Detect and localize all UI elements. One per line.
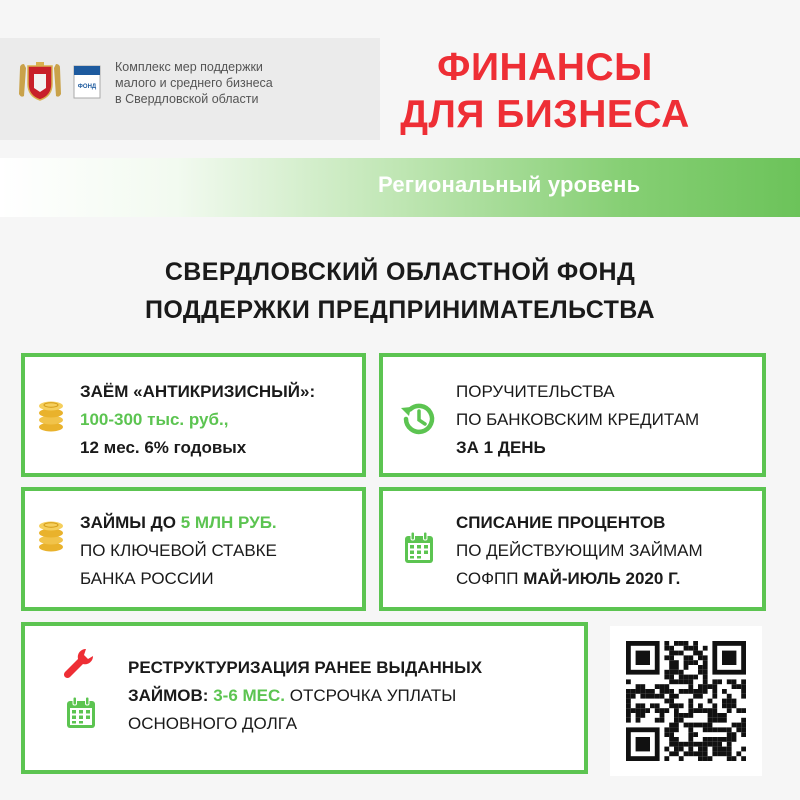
wrench-icon (62, 647, 96, 681)
fund-logo-icon (74, 66, 100, 98)
card-anticrisis-terms: 12 мес. 6% годовых (80, 438, 247, 457)
card-guarantee-title: ПОРУЧИТЕЛЬСТВА (456, 382, 615, 401)
level-label: Региональный уровень (378, 172, 641, 197)
fund-title: СВЕРДЛОВСКИЙ ОБЛАСТНОЙ ФОНД ПОДДЕРЖКИ ПРЕДПРИНИМАТЕЛЬСТВА (145, 258, 655, 324)
card-restructuring-months: 3-6 МЕС. (213, 686, 285, 705)
card-guarantee-term: ЗА 1 ДЕНЬ (456, 438, 546, 457)
card-guarantee (379, 353, 766, 477)
card-loans (21, 487, 366, 611)
card-loans-rate: ПО КЛЮЧЕВОЙ СТАВКЕ (80, 541, 277, 560)
qr-code-icon[interactable] (610, 626, 762, 776)
clock-history-icon (398, 399, 438, 439)
card-restructuring (21, 622, 588, 774)
org-description: Комплекс мер поддержки малого и среднего бизнеса в Свердловской области (115, 60, 273, 106)
fund-logo-text: ФОНД (77, 84, 97, 90)
card-restructuring-deferral: ОТСРОЧКА УПЛАТЫ (289, 686, 457, 705)
card-writeoff-period: МАЙ-ИЮЛЬ 2020 Г. (523, 569, 681, 588)
card-writeoff-subtitle: ПО ДЕЙСТВУЮЩИМ ЗАЙМАМ (456, 541, 703, 560)
card-restructuring-debt: ОСНОВНОГО ДОЛГА (128, 714, 298, 733)
qr-code-box[interactable] (610, 626, 762, 776)
logos (16, 62, 102, 102)
calendar-icon (403, 531, 435, 565)
page-title: ФИНАНСЫ ДЛЯ БИЗНЕСА (400, 46, 690, 136)
card-writeoff-org: СОФПП (456, 569, 519, 588)
card-loans-bank: БАНКА РОССИИ (80, 569, 214, 588)
card-anticrisis-title: ЗАЁМ «АНТИКРИЗИСНЫЙ»: (80, 382, 316, 401)
card-anticrisis-loan (21, 353, 366, 477)
coins-icon (37, 397, 65, 433)
card-writeoff-title: СПИСАНИЕ ПРОЦЕНТОВ (456, 513, 666, 532)
card-interest-writeoff (379, 487, 766, 611)
card-loans-title: ЗАЙМЫ ДО (80, 513, 177, 532)
card-restructuring-loans: ЗАЙМОВ: (128, 686, 209, 705)
card-loans-amount: 5 МЛН РУБ. (180, 513, 277, 532)
calendar-icon (65, 696, 97, 730)
coins-icon (37, 517, 65, 553)
card-restructuring-title: РЕСТРУКТУРИЗАЦИЯ РАНЕЕ ВЫДАННЫХ (128, 658, 483, 677)
coat-of-arms-icon (19, 62, 61, 100)
card-guarantee-subtitle: ПО БАНКОВСКИМ КРЕДИТАМ (456, 410, 700, 429)
card-anticrisis-amount: 100-300 тыс. руб., (80, 410, 229, 429)
